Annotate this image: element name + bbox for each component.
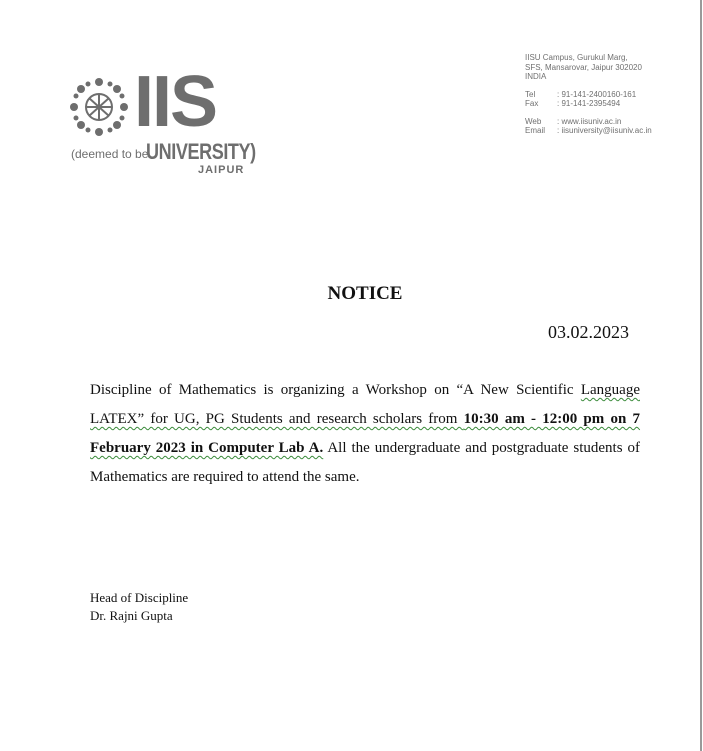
letterhead-address [525,53,652,136]
logo-university: UNIVERSITY) [146,139,256,164]
contact-web [525,117,652,127]
contact-label: Tel [525,89,536,99]
contact-tel [525,90,652,100]
body-part-1: Discipline of Mathematics is organizing a Workshop on “A New Scientific [90,382,581,398]
contact-value: : iisuniversity@iisuniv.ac.in [557,126,652,135]
contact-value: : 91-141-2400160-161 [557,89,637,99]
signatory-title: Head of Discipline [90,590,189,605]
signatory-name: Dr. Rajni Gupta [90,608,173,623]
page-edge [700,0,702,751]
address-line: IISU Campus, Gurukul Marg, [525,53,628,62]
notice-body [90,376,640,492]
logo-iis: IIS [134,62,217,142]
contact-value: : www.iisuniv.ac.in [557,116,622,126]
body-part-2: Language LATEX” for UG, PG Students and research scholars from [90,382,640,427]
address-line: INDIA [525,72,547,81]
contact-value: : 91-141-2395494 [557,99,621,108]
contact-label: Web [525,116,542,126]
logo-deemed: (deemed to be [71,147,149,161]
body-part-4: All the undergraduate and postgraduate students of Mathematics are required to attend the same. [90,440,640,485]
address-line: SFS, Mansarovar, Jaipur 302020 [525,62,642,72]
contact-email [525,126,652,136]
contact-label: Fax [525,99,539,108]
notice-date: 03.02.2023 [548,322,629,342]
contact-fax [525,99,652,109]
contact-label: Email [525,126,546,135]
body-part-3: 10:30 am - 12:00 pm on 7 February 2023 in Computer Lab A. [90,411,641,456]
signature-block [90,589,188,625]
university-logo [68,62,258,180]
notice-title: NOTICE [327,283,403,304]
emblem-icon [68,76,130,138]
logo-city: JAIPUR [198,164,245,176]
